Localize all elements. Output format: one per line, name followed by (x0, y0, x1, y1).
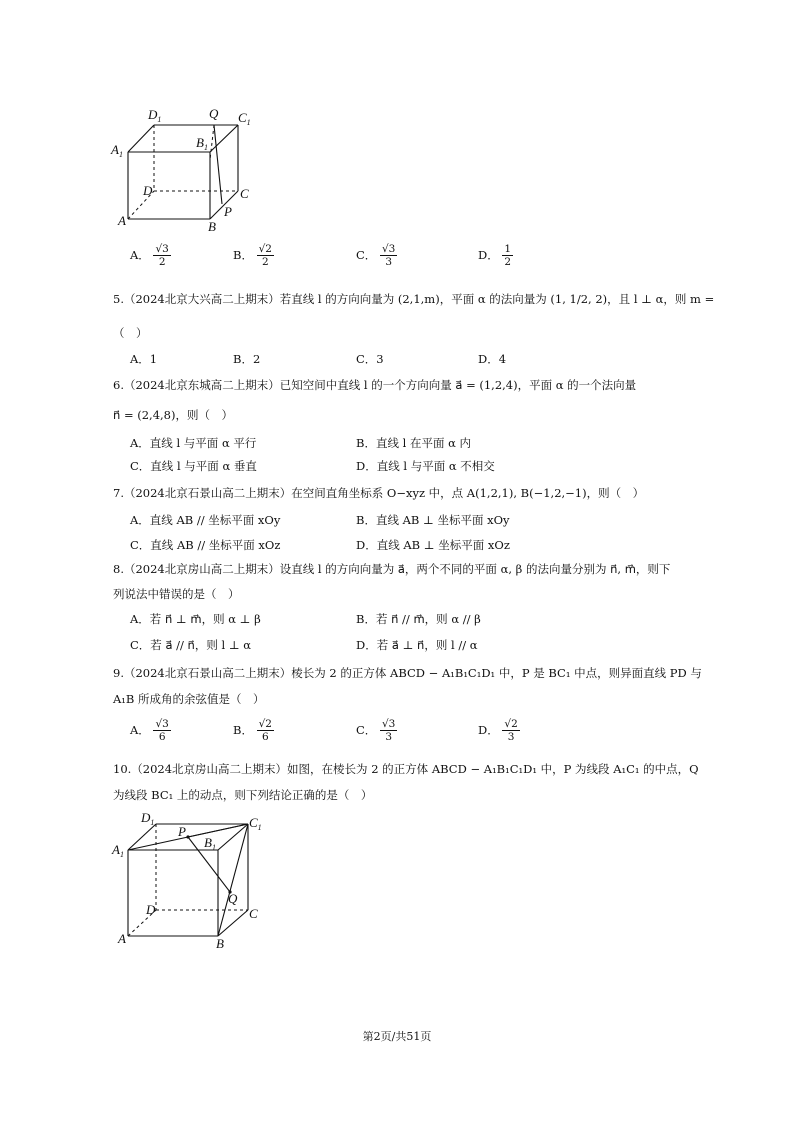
label-Q: Q (209, 106, 219, 121)
q4-option-b[interactable]: B． $\frac{√2}{2}$ (233, 243, 272, 268)
label-C: C (240, 186, 249, 201)
label-A: A (118, 931, 126, 946)
q7-option-b[interactable]: B．直线 AB ⊥ 坐标平面 xOy (356, 513, 510, 527)
q8-option-b[interactable]: B．若 n⃗ // m⃗，则 α // β (356, 612, 481, 626)
label-B1: $B_1$ (196, 135, 208, 152)
q9-stem-line1: 9.（2024北京石景山高二上期末）棱长为 2 的正方体 ABCD − A₁B₁C₁D₁ 中，P 是 BC₁ 中点，则异面直线 PD 与 (113, 666, 702, 680)
q7-option-d[interactable]: D．直线 AB ⊥ 坐标平面 xOz (356, 538, 510, 552)
q4-option-a[interactable]: A． $\frac{√3}{2}$ (130, 243, 169, 268)
q7-option-c[interactable]: C．直线 AB // 坐标平面 xOz (130, 538, 281, 552)
label-A: A (118, 213, 126, 228)
label-Q: Q (228, 891, 238, 906)
q8-stem-line1: 8.（2024北京房山高二上期末）设直线 l 的方向向量为 a⃗，两个不同的平面 α, β 的法向量分别为 n⃗, m⃗，则下 (113, 562, 671, 576)
q9-option-d[interactable]: D． $\frac{√2}{3}$ (478, 718, 518, 743)
q5-stem-line1: 5.（2024北京大兴高二上期末）若直线 l 的方向向量为 (2,1,m)，平面 α 的法向量为 (1, 1/2, 2)，且 l ⊥ α，则 m = (113, 292, 715, 306)
label-B1: $B_1$ (204, 835, 216, 852)
label-P: P (178, 824, 186, 839)
label-C1: $C_1$ (249, 815, 262, 832)
label-D1: $D_1$ (141, 810, 155, 827)
label-P: P (224, 204, 232, 219)
q9-option-a[interactable]: A． $\frac{√3}{6}$ (130, 718, 169, 743)
q5-option-c[interactable]: C．3 (356, 352, 384, 366)
q6-stem-line1: 6.（2024北京东城高二上期末）已知空间中直线 l 的一个方向向量 a⃗ = (1,2,4)，平面 α 的一个法向量 (113, 378, 637, 392)
label-D: D (146, 902, 156, 917)
label-A1: $A_1$ (112, 842, 124, 859)
label-D1: $D_1$ (148, 107, 162, 124)
q6-option-c[interactable]: C．直线 l 与平面 α 垂直 (130, 459, 257, 473)
label-B: B (216, 936, 224, 951)
q7-option-a[interactable]: A．直线 AB // 坐标平面 xOy (130, 513, 281, 527)
q4-option-c[interactable]: C． $\frac{√3}{3}$ (356, 243, 396, 268)
label-A1: $A_1$ (111, 142, 123, 159)
label-B: B (208, 219, 216, 234)
q5-option-a[interactable]: A．1 (130, 352, 158, 366)
q7-stem-line1: 7.（2024北京石景山高二上期末）在空间直角坐标系 O−xyz 中，点 A(1,2,1), B(−1,2,−1)，则（ ） (113, 486, 645, 500)
q6-stem-line2: n⃗ = (2,4,8)，则（ ） (113, 408, 233, 422)
q5-option-b[interactable]: B．2 (233, 352, 261, 366)
q8-option-d[interactable]: D．若 a⃗ ⊥ n⃗，则 l // α (356, 638, 478, 652)
q8-option-a[interactable]: A．若 n⃗ ⊥ m⃗，则 α ⊥ β (130, 612, 261, 626)
q5-stem-line2: （ ） (113, 326, 148, 340)
q5-option-d[interactable]: D．4 (478, 352, 507, 366)
q10-stem-line2: 为线段 BC₁ 上的动点，则下列结论正确的是（ ） (113, 788, 373, 802)
q10-stem-line1: 10.（2024北京房山高二上期末）如图，在棱长为 2 的正方体 ABCD − A₁B₁C₁D₁ 中，P 为线段 A₁C₁ 的中点，Q (113, 762, 699, 776)
figure-cube-2 (108, 806, 278, 956)
figure-cube-1 (108, 100, 268, 240)
q6-option-b[interactable]: B．直线 l 在平面 α 内 (356, 436, 472, 450)
q9-option-b[interactable]: B． $\frac{√2}{6}$ (233, 718, 272, 743)
q9-option-c[interactable]: C． $\frac{√3}{3}$ (356, 718, 396, 743)
label-C1: $C_1$ (238, 110, 251, 127)
q4-option-d[interactable]: D． $\frac{1}{2}$ (478, 243, 512, 268)
page-footer: 第2页/共51页 (362, 1030, 432, 1043)
q6-option-a[interactable]: A．直线 l 与平面 α 平行 (130, 436, 257, 450)
q8-option-c[interactable]: C．若 a⃗ // n⃗，则 l ⊥ α (130, 638, 252, 652)
q9-stem-line2: A₁B 所成角的余弦值是（ ） (113, 692, 265, 706)
label-C: C (249, 906, 258, 921)
q6-option-d[interactable]: D．直线 l 与平面 α 不相交 (356, 459, 495, 473)
q8-stem-line2: 列说法中错误的是（ ） (113, 587, 240, 601)
label-D: D (143, 183, 153, 198)
